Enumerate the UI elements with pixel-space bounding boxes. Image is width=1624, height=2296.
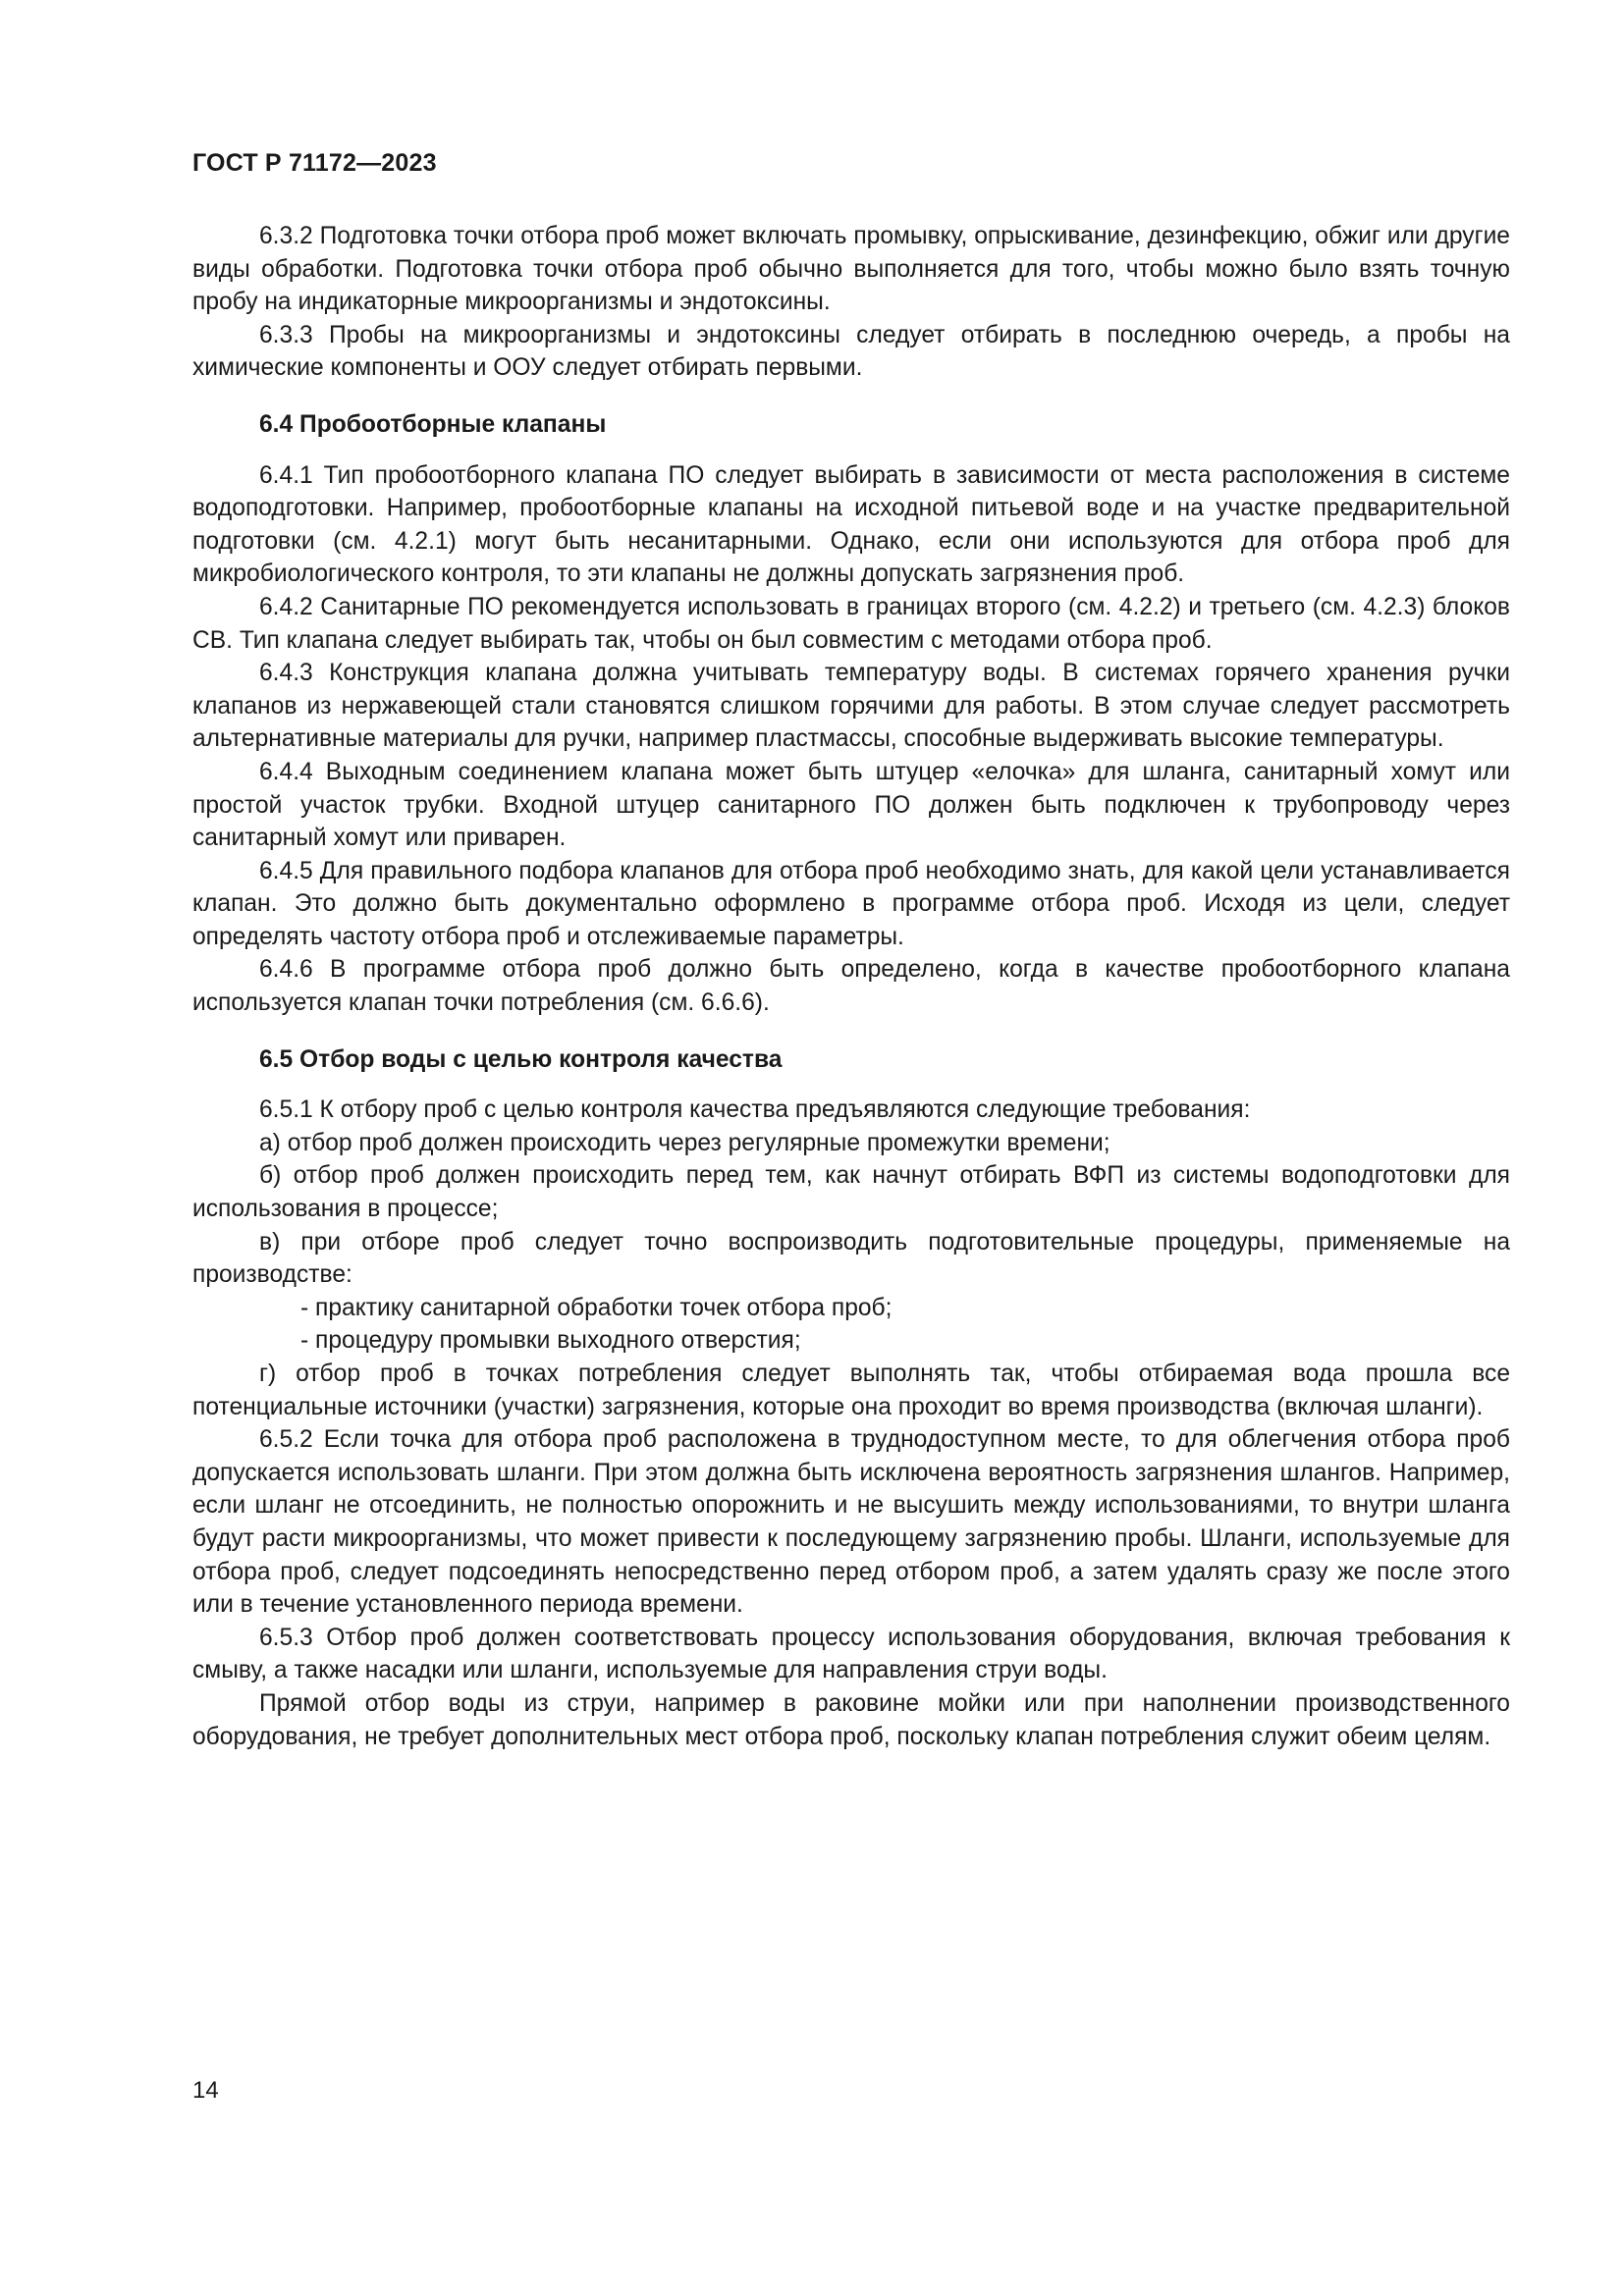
paragraph-6-5-1: 6.5.1 К отбору проб с целью контроля качества предъявляются следующие требования: [259,1096,1251,1124]
list-item-g: г) отбор проб в точках потребления следует выполнять так, чтобы отбираемая вода прошла все потенциальные источники (участки) загрязнения, которые она проходит во время производства (включая шланги). [192,1361,1510,1420]
sub-list-item-2: - процедуру промывки выходного отверстия; [300,1327,801,1355]
paragraph-6-5-2: 6.5.2 Если точка для отбора проб расположена в труднодоступном месте, то для облегчения отбора проб допускается использовать шланги. При этом должна быть исключена вероятность загрязнения шлангов. Например, если шланг не отсоединить, не полностью опорожнить и не высушить между использованиями, то внутри шланга будут расти микроорганизмы, что может привести к последующему загрязнению пробы. Шланги, используемые для отбора проб, следует подсоединять непосредственно перед отбором проб, а затем удалять сразу же после этого или в течение установленного периода времени. [192,1426,1510,1619]
list-item-a: а) отбор проб должен происходить через регулярные промежутки времени; [259,1129,1110,1156]
list-item-b: б) отбор проб должен происходить перед тем, как начнут отбирать ВФП из системы водоподготовки для использования в процессе; [192,1162,1510,1223]
paragraph-6-4-5: 6.4.5 Для правильного подбора клапанов для отбора проб необходимо знать, для какой цели устанавливается клапан. Это должно быть документально оформлено в программе отбора проб. Исходя из цели, следует определять частоту отбора проб и отслеживаемые параметры. [192,857,1510,950]
paragraph-6-4-3: 6.4.3 Конструкция клапана должна учитывать температуру воды. В системах горячего хранения ручки клапанов из нержавеющей стали становятся слишком горячими для работы. В этом случае следует рассмотреть альтернативные материалы для ручки, например пластмассы, способные выдерживать высокие температуры. [192,660,1510,753]
section-heading-6-5: 6.5 Отбор воды с целью контроля качества [259,1045,783,1073]
paragraph-6-3-3: 6.3.3 Пробы на микроорганизмы и эндотоксины следует отбирать в последнюю очередь, а пробы на химические компоненты и ООУ следует отбирать первыми. [192,321,1510,382]
page-number: 14 [192,2077,219,2104]
paragraph-6-4-2: 6.4.2 Санитарные ПО рекомендуется использовать в границах второго (см. 4.2.2) и третьего (см. 4.2.3) блоков СВ. Тип клапана следует выбирать так, чтобы он был совместим с методами отбора проб. [192,593,1510,654]
sub-list-item-1: - практику санитарной обработки точек отбора проб; [300,1294,893,1321]
paragraph-6-4-6: 6.4.6 В программе отбора проб должно быть определено, когда в качестве пробоотборного клапана используется клапан точки потребления (см. 6.6.6). [192,956,1510,1017]
document-header: ГОСТ Р 71172—2023 [192,149,437,177]
paragraph-6-5-3: 6.5.3 Отбор проб должен соответствовать процессу использования оборудования, включая требования к смыву, а также насадки или шланги, используемые для направления струи воды. [192,1624,1510,1684]
paragraph-direct-sampling: Прямой отбор воды из струи, например в раковине мойки или при наполнении производственного оборудования, не требует дополнительных мест отбора проб, поскольку клапан потребления служит обеим целям. [192,1689,1510,1750]
document-body [192,220,1510,1753]
paragraph-6-3-2: 6.3.2 Подготовка точки отбора проб может включать промывку, опрыскивание, дезинфекцию, обжиг или другие виды обработки. Подготовка точки отбора проб обычно выполняется для того, чтобы можно было взять точную пробу на индикаторные микроорганизмы и эндотоксины. [192,223,1510,316]
paragraph-6-4-4: 6.4.4 Выходным соединением клапана может быть штуцер «елочка» для шланга, санитарный хомут или простой участок трубки. Входной штуцер санитарного ПО должен быть подключен к трубопроводу через санитарный хомут или приварен. [192,758,1510,852]
section-heading-6-4: 6.4 Пробоотборные клапаны [259,410,607,438]
paragraph-6-4-1: 6.4.1 Тип пробоотборного клапана ПО следует выбирать в зависимости от места расположения в системе водоподготовки. Например, пробоотборные клапаны на исходной питьевой воде и на участке предварительной подготовки (см. 4.2.1) могут быть несанитарными. Однако, если они используются для отбора проб для микробиологического контроля, то эти клапаны не должны допускать загрязнения проб. [192,461,1510,588]
list-item-v: в) при отборе проб следует точно воспроизводить подготовительные процедуры, применяемые на производстве: [192,1228,1510,1289]
